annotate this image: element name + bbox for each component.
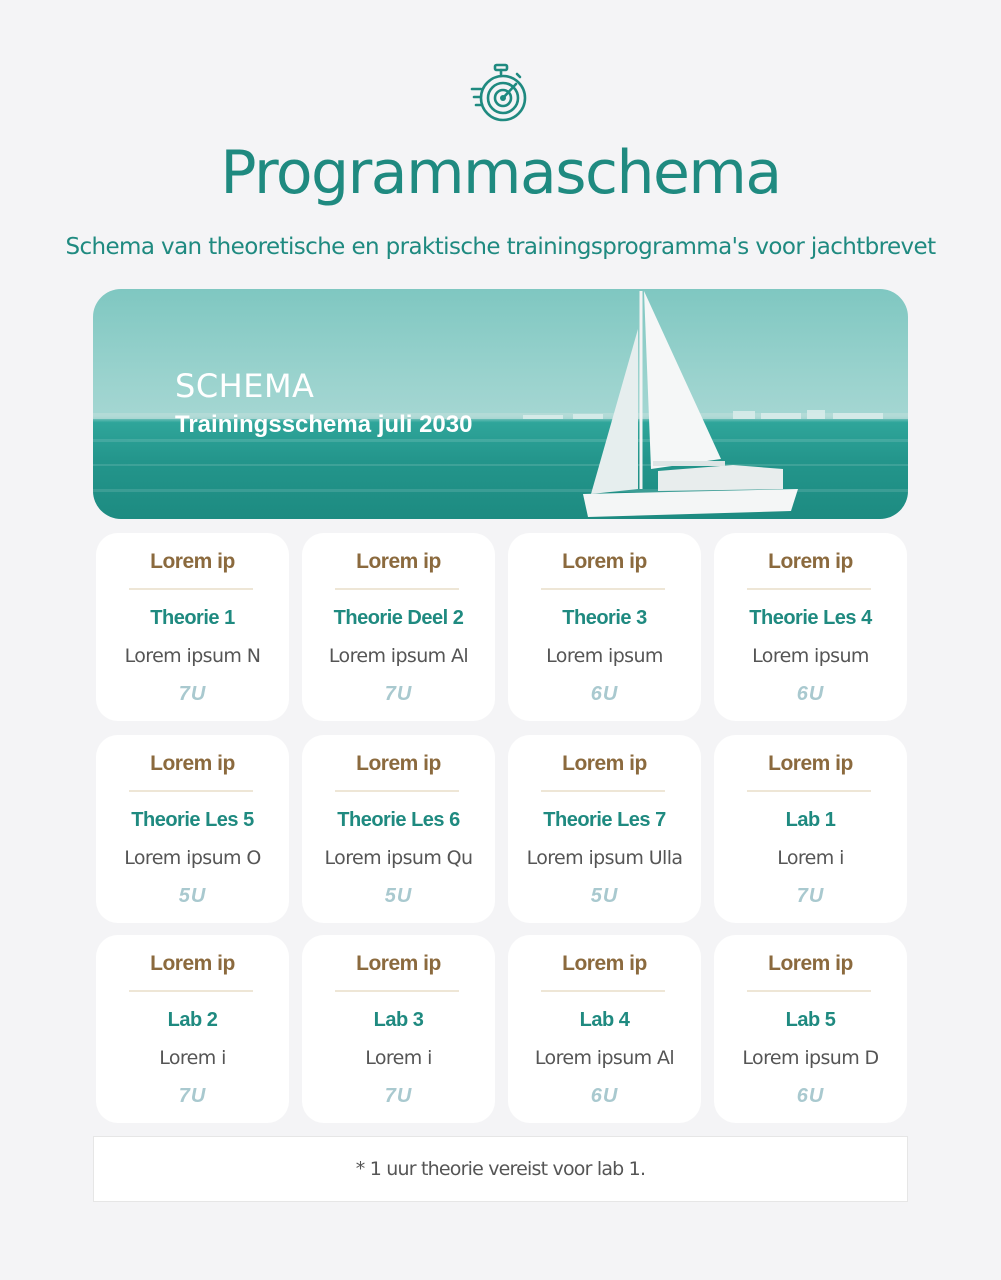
card-hours: 7U [796,885,825,907]
card-head: Lorem ip [768,550,853,573]
card-hours: 7U [384,683,413,705]
card-divider [541,588,665,590]
card-divider [335,990,459,992]
card-desc: Lorem ipsum Qu [324,847,473,869]
schedule-card [96,735,289,923]
card-divider [541,790,665,792]
hero-subtitle: Trainingsschema juli 2030 [175,411,473,438]
card-hours: 6U [590,1085,619,1107]
schedule-card [714,533,907,721]
schedule-card [508,935,701,1123]
card-title: Lab 4 [579,1009,630,1031]
card-desc: Lorem ipsum [546,645,663,667]
card-title: Theorie Les 6 [337,809,460,831]
card-hours: 5U [590,885,619,907]
card-divider [747,588,871,590]
card-divider [129,790,253,792]
card-title: Theorie Les 5 [131,809,254,831]
card-desc: Lorem i [777,847,844,869]
hero-banner [93,289,908,519]
card-head: Lorem ip [768,752,853,775]
card-head: Lorem ip [356,752,441,775]
card-title: Theorie Deel 2 [333,607,464,629]
schedule-card [714,935,907,1123]
card-divider [335,588,459,590]
card-desc: Lorem ipsum N [124,645,261,667]
schedule-card [508,533,701,721]
card-divider [129,588,253,590]
card-divider [747,990,871,992]
card-title: Lab 3 [373,1009,424,1031]
card-head: Lorem ip [150,550,235,573]
card-desc: Lorem ipsum Al [534,1047,675,1069]
card-divider [747,790,871,792]
card-title: Lab 2 [167,1009,218,1031]
card-head: Lorem ip [356,952,441,975]
card-hours: 6U [796,683,825,705]
card-head: Lorem ip [562,752,647,775]
card-head: Lorem ip [768,952,853,975]
card-hours: 7U [178,683,207,705]
card-title: Theorie Les 4 [749,607,872,629]
page-title: Programmaschema [220,138,781,208]
card-divider [129,990,253,992]
card-head: Lorem ip [150,752,235,775]
card-hours: 7U [178,1085,207,1107]
card-head: Lorem ip [562,550,647,573]
schedule-card [96,935,289,1123]
card-divider [541,990,665,992]
stopwatch-target-icon [470,62,532,124]
card-head: Lorem ip [150,952,235,975]
schedule-card [302,935,495,1123]
card-title: Theorie 1 [150,607,235,629]
card-desc: Lorem ipsum Al [328,645,469,667]
card-head: Lorem ip [356,550,441,573]
card-divider [335,790,459,792]
schedule-card [508,735,701,923]
schedule-card [302,533,495,721]
card-title: Theorie Les 7 [543,809,666,831]
card-desc: Lorem i [365,1047,432,1069]
card-hours: 6U [590,683,619,705]
schedule-card [714,735,907,923]
card-hours: 5U [384,885,413,907]
card-hours: 6U [796,1085,825,1107]
hero-label: SCHEMA [175,367,315,405]
card-head: Lorem ip [562,952,647,975]
card-desc: Lorem ipsum D [742,1047,879,1069]
schedule-card [96,533,289,721]
card-desc: Lorem ipsum Ulla [526,847,683,869]
footnote: * 1 uur theorie vereist voor lab 1. [93,1136,908,1202]
card-desc: Lorem ipsum O [124,847,261,869]
schedule-grid [96,533,908,1123]
card-hours: 7U [384,1085,413,1107]
page-subtitle: Schema van theoretische en praktische trainingsprogramma's voor jachtbrevet [65,234,936,260]
card-title: Lab 1 [785,809,836,831]
card-hours: 5U [178,885,207,907]
schedule-card [302,735,495,923]
card-desc: Lorem ipsum [752,645,869,667]
card-desc: Lorem i [159,1047,226,1069]
card-title: Lab 5 [785,1009,836,1031]
card-title: Theorie 3 [562,607,647,629]
